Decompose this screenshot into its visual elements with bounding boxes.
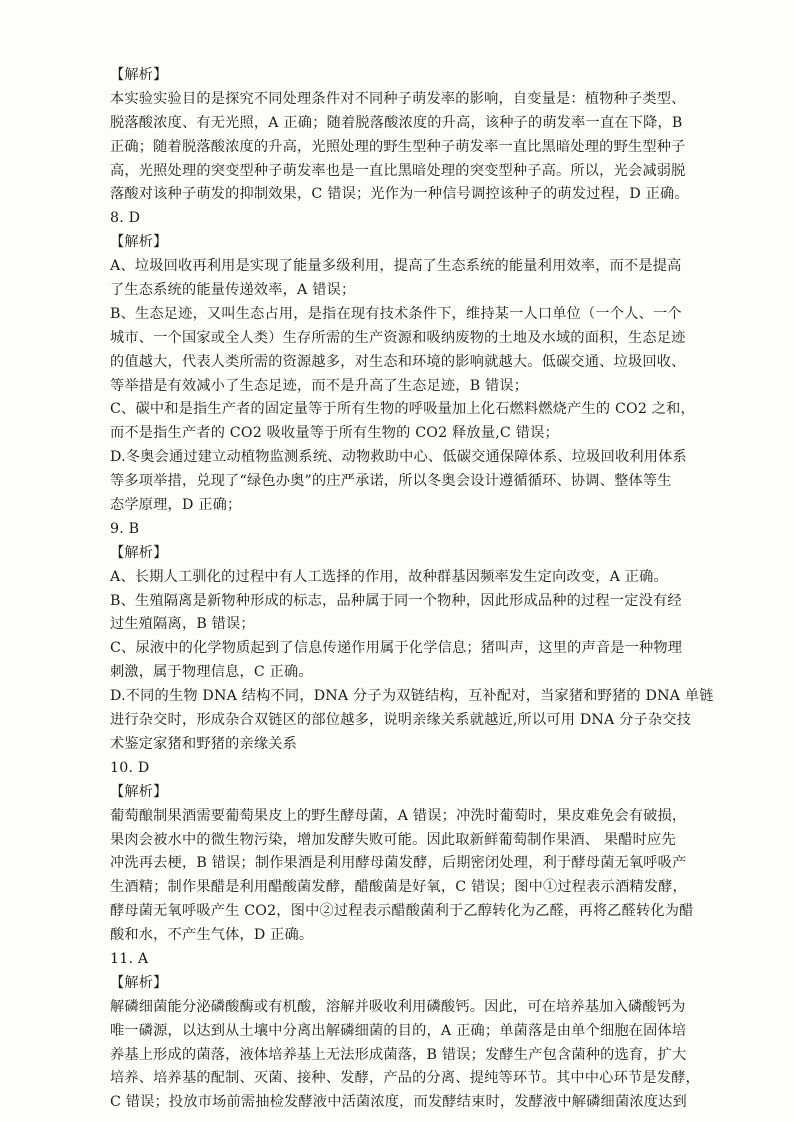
text-line: B、生态足迹，又叫生态占用，是指在现有技术条件下，维持某一人口单位（一个人、一个 bbox=[110, 305, 682, 322]
text-line: 了生态系统的能量传递效率，A 错误； bbox=[110, 282, 356, 299]
text-line: C、尿液中的化学物质起到了信息传递作用属于化学信息；猪叫声，这里的声音是一种物理 bbox=[110, 640, 683, 657]
text-line: 刺激，属于物理信息，C 正确。 bbox=[110, 664, 313, 681]
text-line: 11. A bbox=[110, 950, 149, 967]
text-line: 唯一磷源，以达到从土壤中分离出解磷细菌的目的，A 正确；单菌落是由单个细胞在固体培 bbox=[110, 1022, 687, 1039]
text-line: 【解析】 bbox=[110, 544, 168, 561]
text-line: C 错误；投放市场前需抽检发酵液中活菌浓度，而发酵结束时，发酵液中解磷细菌浓度达到 bbox=[110, 1094, 687, 1111]
text-line: 等多项举措，兑现了“绿色办奥”的庄严承诺，所以冬奥会设计遵循循环、协调、整体等生 bbox=[110, 473, 672, 490]
text-line: 解磷细菌能分泌磷酸酶或有机酸，溶解并吸收利用磷酸钙。因此，可在培养基加入磷酸钙为 bbox=[110, 998, 686, 1015]
text-line: 态学原理，D 正确； bbox=[110, 497, 242, 514]
text-line: 落酸对该种子萌发的抑制效果，C 错误；光作为一种信号调控该种子的萌发过程，D 正确。 bbox=[110, 186, 689, 203]
text-line: C、碳中和是指生产者的固定量等于所有生物的呼吸量加上化石燃料燃烧产生的 CO2 之和， bbox=[110, 401, 695, 418]
text-line: 而不是指生产者的 CO2 吸收量等于所有生物的 CO2 释放量,C 错误； bbox=[110, 425, 559, 442]
text-line: 【解析】 bbox=[110, 67, 168, 83]
text-line: 10. D bbox=[110, 759, 150, 776]
text-line: 冲洗再去梗，B 错误；制作果酒是利用酵母菌发酵，后期密闭处理，利于酵母菌无氧呼吸产 bbox=[110, 855, 687, 872]
text-line: 培养、培养基的配制、灭菌、接种、发酵，产品的分离、提纯等环节。其中中心环节是发酵， bbox=[110, 1070, 700, 1087]
text-line: 术鉴定家猪和野猪的亲缘关系 bbox=[110, 735, 298, 752]
text-line: 正确；随着脱落酸浓度的升高，光照处理的野生型种子萌发率一直比黑暗处理的野生型种子 bbox=[110, 138, 686, 155]
text-line: 【解析】 bbox=[110, 234, 168, 251]
text-line: A、垃圾回收再利用是实现了能量多级利用，提高了生态系统的能量利用效率，而不是提高 bbox=[110, 258, 682, 275]
text-line: 进行杂交时，形成杂合双链区的部位越多，说明亲缘关系就越近,所以可用 DNA 分子杂交技 bbox=[110, 712, 692, 729]
text-line: B、生殖隔离是新物种形成的标志，品种属于同一个物种，因此形成品种的过程一定没有经 bbox=[110, 592, 682, 609]
text-line: 生酒精；制作果醋是利用醋酸菌发酵，醋酸菌是好氧，C 错误；图中①过程表示酒精发酵， bbox=[110, 879, 687, 896]
text-line: 9. B bbox=[110, 520, 140, 537]
text-line: 酸和水，不产生气体，D 正确。 bbox=[110, 927, 314, 944]
text-line: 8. D bbox=[110, 210, 141, 227]
text-line: 【解析】 bbox=[110, 974, 168, 991]
text-line: D.不同的生物 DNA 结构不同，DNA 分子为双链结构，互补配对，当家猪和野猪的 DNA 单链 bbox=[110, 688, 714, 705]
text-line: 城市、一个国家或全人类）生存所需的生产资源和吸纳废物的土地及水域的面积，生态足迹 bbox=[110, 329, 686, 346]
text-line: 【解析】 bbox=[110, 783, 168, 800]
text-line: 养基上形成的菌落，液体培养基上无法形成菌落，B 错误；发酵生产包含菌种的选育，扩大 bbox=[110, 1046, 687, 1063]
answer-explanation-text bbox=[110, 64, 714, 1115]
text-line: 的值越大，代表人类所需的资源越多，对生态和环境的影响就越大。低碳交通、垃圾回收、 bbox=[110, 353, 686, 370]
text-line: A、长期人工驯化的过程中有人工选择的作用，故种群基因频率发生定向改变，A 正确。 bbox=[110, 568, 668, 585]
text-line: 脱落酸浓度、有无光照，A 正确；随着脱落酸浓度的升高，该种子的萌发率一直在下降，B bbox=[110, 114, 683, 131]
text-line: 高，光照处理的突变型种子萌发率也是一直比黑暗处理的突变型种子高。所以，光会减弱脱 bbox=[110, 162, 686, 179]
text-line: 过生殖隔离，B 错误； bbox=[110, 616, 255, 633]
text-line: 本实验实验目的是探究不同处理条件对不同种子萌发率的影响，自变量是：植物种子类型、 bbox=[110, 90, 686, 107]
text-line: 酵母菌无氧呼吸产生 CO2，图中②过程表示醋酸菌利于乙醇转化为乙醛，再将乙醛转化为醋 bbox=[110, 903, 694, 920]
text-line: 果肉会被水中的微生物污染，增加发酵失败可能。因此取新鲜葡萄制作果酒、 果醋时应先 bbox=[110, 831, 676, 848]
text-line: D.冬奥会通过建立动植物监测系统、动物救助中心、低碳交通保障体系、垃圾回收利用体系 bbox=[110, 449, 687, 466]
text-line: 葡萄酿制果酒需要葡萄果皮上的野生酵母菌，A 错误；冲洗时葡萄时，果皮难免会有破损， bbox=[110, 807, 687, 824]
text-line: 等举措是有效减小了生态足迹，而不是升高了生态足迹，B 错误； bbox=[110, 377, 529, 394]
